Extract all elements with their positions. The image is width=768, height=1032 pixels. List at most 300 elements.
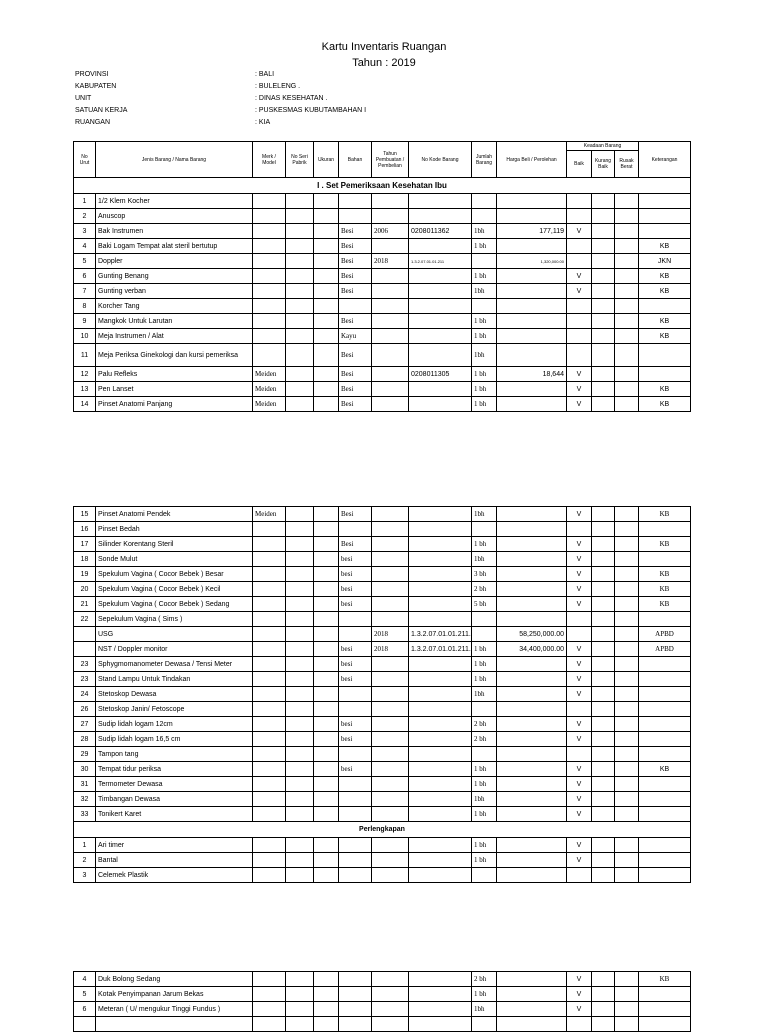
item-harga (497, 284, 567, 299)
item-harga (497, 1017, 567, 1032)
item-bahan (339, 687, 372, 702)
item-keterangan (639, 224, 691, 239)
item-seri (286, 1017, 314, 1032)
item-jumlah: 1 bh (472, 657, 497, 672)
row-number: 23 (74, 657, 96, 672)
item-harga (497, 717, 567, 732)
item-keterangan (639, 732, 691, 747)
item-baik (567, 612, 592, 627)
item-baik: V (567, 224, 592, 239)
item-seri (286, 853, 314, 868)
item-ukuran (314, 972, 339, 987)
item-kurang-baik (592, 314, 615, 329)
item-rusak-berat (615, 868, 639, 883)
item-tahun (372, 717, 409, 732)
item-baik: V (567, 537, 592, 552)
item-bahan: besi (339, 657, 372, 672)
item-keterangan: KB (639, 314, 691, 329)
item-merk (253, 657, 286, 672)
item-baik: V (567, 687, 592, 702)
item-keterangan: KB (639, 537, 691, 552)
item-baik (567, 239, 592, 254)
table-row (74, 194, 691, 209)
item-kode (409, 522, 472, 537)
item-name: Pinset Anatomi Panjang (96, 397, 253, 412)
item-kode (409, 239, 472, 254)
table-row (74, 209, 691, 224)
item-ukuran (314, 269, 339, 284)
item-baik (567, 254, 592, 269)
item-harga (497, 507, 567, 522)
item-harga: 58,250,000.00 (497, 627, 567, 642)
table-row (74, 1017, 691, 1032)
table-row (74, 522, 691, 537)
inventory-table-2 (73, 506, 691, 883)
item-bahan: Besi (339, 344, 372, 367)
item-kode (409, 1017, 472, 1032)
item-kurang-baik (592, 367, 615, 382)
item-bahan: Besi (339, 397, 372, 412)
item-kurang-baik (592, 838, 615, 853)
row-number: 11 (74, 344, 96, 367)
item-ukuran (314, 239, 339, 254)
item-tahun (372, 522, 409, 537)
item-baik: V (567, 657, 592, 672)
item-bahan (339, 522, 372, 537)
table-row (74, 657, 691, 672)
item-baik (567, 299, 592, 314)
row-number: 5 (74, 254, 96, 269)
item-rusak-berat (615, 702, 639, 717)
item-merk (253, 987, 286, 1002)
item-bahan: besi (339, 762, 372, 777)
item-kurang-baik (592, 762, 615, 777)
item-rusak-berat (615, 972, 639, 987)
item-bahan: besi (339, 567, 372, 582)
meta-value: : DINAS KESEHATAN . (255, 95, 328, 102)
item-kode (409, 687, 472, 702)
col-bahan: Bahan (339, 142, 372, 178)
item-baik (567, 209, 592, 224)
item-bahan (339, 972, 372, 987)
item-kurang-baik (592, 597, 615, 612)
item-jumlah (472, 747, 497, 762)
item-kode (409, 329, 472, 344)
item-bahan: Besi (339, 382, 372, 397)
meta-value: : BALI (255, 71, 275, 78)
item-kurang-baik (592, 299, 615, 314)
item-harga (497, 1002, 567, 1017)
item-kode (409, 702, 472, 717)
item-name: Spekulum Vagina ( Cocor Bebek ) Kecil (96, 582, 253, 597)
item-harga (497, 344, 567, 367)
item-jumlah: 1 bh (472, 838, 497, 853)
item-ukuran (314, 329, 339, 344)
item-baik: V (567, 672, 592, 687)
item-tahun (372, 1002, 409, 1017)
item-bahan (339, 807, 372, 822)
item-kurang-baik (592, 329, 615, 344)
item-bahan (339, 1017, 372, 1032)
row-number: 1 (74, 194, 96, 209)
table-row (74, 642, 691, 657)
item-merk (253, 209, 286, 224)
item-jumlah (472, 254, 497, 269)
item-name: Duk Bolong Sedang (96, 972, 253, 987)
item-jumlah: 5 bh (472, 597, 497, 612)
item-ukuran (314, 672, 339, 687)
row-number: 26 (74, 702, 96, 717)
item-merk (253, 762, 286, 777)
item-baik: V (567, 382, 592, 397)
item-tahun (372, 209, 409, 224)
item-rusak-berat (615, 838, 639, 853)
item-kurang-baik (592, 657, 615, 672)
item-tahun (372, 777, 409, 792)
item-kode (409, 344, 472, 367)
item-name: Palu Refleks (96, 367, 253, 382)
item-kode (409, 269, 472, 284)
item-jumlah: 1 bh (472, 807, 497, 822)
item-jumlah: 1bh (472, 344, 497, 367)
item-name: Spekulum Vagina ( Cocor Bebek ) Besar (96, 567, 253, 582)
item-ukuran (314, 397, 339, 412)
item-kode (409, 194, 472, 209)
item-tahun (372, 344, 409, 367)
item-kurang-baik (592, 1017, 615, 1032)
table-row (74, 732, 691, 747)
item-rusak-berat (615, 507, 639, 522)
item-tahun (372, 367, 409, 382)
item-kode: 1.3.2.07.01.01.211. (409, 627, 472, 642)
item-seri (286, 382, 314, 397)
item-rusak-berat (615, 224, 639, 239)
table-row (74, 687, 691, 702)
item-kurang-baik (592, 382, 615, 397)
item-harga (497, 329, 567, 344)
item-baik: V (567, 987, 592, 1002)
item-name: Tonikert Karet (96, 807, 253, 822)
item-harga (497, 762, 567, 777)
item-tahun (372, 314, 409, 329)
item-bahan: besi (339, 582, 372, 597)
item-merk (253, 522, 286, 537)
table-row (74, 537, 691, 552)
item-kurang-baik (592, 537, 615, 552)
table-row (74, 329, 691, 344)
item-rusak-berat (615, 299, 639, 314)
item-jumlah: 2 bh (472, 717, 497, 732)
item-tahun (372, 853, 409, 868)
item-keterangan (639, 792, 691, 807)
item-name: Gunting verban (96, 284, 253, 299)
item-seri (286, 397, 314, 412)
item-bahan: besi (339, 552, 372, 567)
item-ukuran (314, 314, 339, 329)
item-jumlah: 1bh (472, 792, 497, 807)
meta-key: SATUAN KERJA (75, 107, 128, 114)
item-baik (567, 194, 592, 209)
item-keterangan (639, 687, 691, 702)
item-merk (253, 972, 286, 987)
item-seri (286, 792, 314, 807)
item-merk: Meiden (253, 507, 286, 522)
meta-key: KABUPATEN (75, 83, 117, 90)
item-kode (409, 612, 472, 627)
item-kurang-baik (592, 717, 615, 732)
item-ukuran (314, 507, 339, 522)
item-rusak-berat (615, 209, 639, 224)
row-number: 2 (74, 853, 96, 868)
item-merk (253, 747, 286, 762)
item-merk (253, 627, 286, 642)
item-harga (497, 209, 567, 224)
item-ukuran (314, 868, 339, 883)
item-name: Silinder Korentang Steril (96, 537, 253, 552)
item-seri (286, 987, 314, 1002)
item-harga (497, 299, 567, 314)
item-jumlah: 1 bh (472, 269, 497, 284)
item-ukuran (314, 717, 339, 732)
item-seri (286, 209, 314, 224)
item-kurang-baik (592, 642, 615, 657)
item-rusak-berat (615, 284, 639, 299)
row-number: 14 (74, 397, 96, 412)
item-keterangan (639, 209, 691, 224)
item-baik: V (567, 284, 592, 299)
item-tahun (372, 792, 409, 807)
item-tahun (372, 329, 409, 344)
item-harga (497, 239, 567, 254)
row-number: 28 (74, 732, 96, 747)
item-jumlah (472, 194, 497, 209)
item-ukuran (314, 284, 339, 299)
item-kurang-baik (592, 792, 615, 807)
item-harga (497, 657, 567, 672)
item-keterangan (639, 868, 691, 883)
item-baik: V (567, 732, 592, 747)
item-ukuran (314, 382, 339, 397)
item-rusak-berat (615, 269, 639, 284)
row-number: 2 (74, 209, 96, 224)
item-harga (497, 732, 567, 747)
item-rusak-berat (615, 597, 639, 612)
item-rusak-berat (615, 687, 639, 702)
meta-value: : KIA (255, 119, 271, 126)
item-tahun: 2006 (372, 224, 409, 239)
item-harga (497, 838, 567, 853)
item-seri (286, 224, 314, 239)
item-seri (286, 194, 314, 209)
item-jumlah: 1 bh (472, 397, 497, 412)
table-row (74, 672, 691, 687)
item-name: Mangkok Untuk Larutan (96, 314, 253, 329)
item-kode (409, 762, 472, 777)
item-keterangan (639, 853, 691, 868)
item-merk (253, 672, 286, 687)
item-rusak-berat (615, 552, 639, 567)
table-row (74, 792, 691, 807)
row-number: 24 (74, 687, 96, 702)
row-number: 13 (74, 382, 96, 397)
item-keterangan: KB (639, 972, 691, 987)
item-rusak-berat (615, 657, 639, 672)
item-keterangan: KB (639, 269, 691, 284)
item-kode (409, 972, 472, 987)
item-ukuran (314, 747, 339, 762)
item-name: Sonde Mulut (96, 552, 253, 567)
table-row (74, 314, 691, 329)
item-kurang-baik (592, 972, 615, 987)
row-number (74, 627, 96, 642)
table-row (74, 239, 691, 254)
item-kode: 1.3.2.07.01.01.211. (409, 642, 472, 657)
item-bahan (339, 792, 372, 807)
item-seri (286, 507, 314, 522)
item-merk (253, 838, 286, 853)
item-name: Stetoskop Dewasa (96, 687, 253, 702)
item-baik: V (567, 597, 592, 612)
item-kurang-baik (592, 582, 615, 597)
item-harga (497, 747, 567, 762)
item-keterangan: KB (639, 762, 691, 777)
item-kurang-baik (592, 672, 615, 687)
col-kode: No Kode Barang (409, 142, 472, 178)
row-number: 15 (74, 507, 96, 522)
item-ukuran (314, 209, 339, 224)
item-jumlah: 1bh (472, 1002, 497, 1017)
item-tahun (372, 397, 409, 412)
item-keterangan (639, 657, 691, 672)
item-harga (497, 522, 567, 537)
item-ukuran (314, 597, 339, 612)
item-rusak-berat (615, 344, 639, 367)
item-seri (286, 627, 314, 642)
item-keterangan (639, 777, 691, 792)
item-bahan: Besi (339, 254, 372, 269)
item-seri (286, 582, 314, 597)
col-seri: No Seri Pabrik (286, 142, 314, 178)
item-ukuran (314, 612, 339, 627)
item-keterangan (639, 987, 691, 1002)
table-row (74, 397, 691, 412)
item-jumlah: 1 bh (472, 672, 497, 687)
item-name: Stand Lampu Untuk Tindakan (96, 672, 253, 687)
item-ukuran (314, 552, 339, 567)
item-tahun (372, 987, 409, 1002)
item-keterangan (639, 299, 691, 314)
item-kurang-baik (592, 254, 615, 269)
item-tahun (372, 732, 409, 747)
item-keterangan: JKN (639, 254, 691, 269)
item-kurang-baik (592, 868, 615, 883)
item-rusak-berat (615, 672, 639, 687)
item-kode (409, 807, 472, 822)
item-tahun: 2018 (372, 254, 409, 269)
item-name: Tampon tang (96, 747, 253, 762)
item-bahan: Besi (339, 239, 372, 254)
col-ukuran: Ukuran (314, 142, 339, 178)
item-seri (286, 687, 314, 702)
item-tahun (372, 239, 409, 254)
item-merk: Meiden (253, 367, 286, 382)
item-kurang-baik (592, 224, 615, 239)
item-harga (497, 314, 567, 329)
page-subtitle: Tahun : 2019 (352, 57, 416, 69)
row-number: 20 (74, 582, 96, 597)
item-bahan: Besi (339, 284, 372, 299)
item-name: Ari timer (96, 838, 253, 853)
item-baik (567, 314, 592, 329)
section-row (74, 822, 691, 838)
item-kurang-baik (592, 853, 615, 868)
item-seri (286, 284, 314, 299)
item-bahan (339, 777, 372, 792)
item-jumlah: 1 bh (472, 382, 497, 397)
item-kode (409, 299, 472, 314)
item-seri (286, 657, 314, 672)
item-name: Doppler (96, 254, 253, 269)
item-jumlah: 1 bh (472, 537, 497, 552)
item-tahun (372, 747, 409, 762)
item-kurang-baik (592, 552, 615, 567)
row-number: 29 (74, 747, 96, 762)
item-keterangan (639, 717, 691, 732)
item-rusak-berat (615, 239, 639, 254)
table-row (74, 299, 691, 314)
item-name: Korcher Tang (96, 299, 253, 314)
item-jumlah: 1 bh (472, 239, 497, 254)
item-name: Termometer Dewasa (96, 777, 253, 792)
item-seri (286, 522, 314, 537)
item-seri (286, 702, 314, 717)
meta-value: : BULELENG . (255, 83, 301, 90)
item-bahan (339, 838, 372, 853)
item-keterangan (639, 1017, 691, 1032)
item-keterangan: KB (639, 239, 691, 254)
item-bahan: Besi (339, 367, 372, 382)
item-rusak-berat (615, 642, 639, 657)
row-number: 4 (74, 972, 96, 987)
item-seri (286, 672, 314, 687)
item-ukuran (314, 522, 339, 537)
item-kode (409, 582, 472, 597)
item-rusak-berat (615, 397, 639, 412)
row-number: 12 (74, 367, 96, 382)
item-jumlah: 1 bh (472, 329, 497, 344)
section-title: I . Set Pemeriksaan Kesehatan Ibu (74, 178, 691, 194)
item-bahan (339, 853, 372, 868)
table-row (74, 507, 691, 522)
table-row (74, 838, 691, 853)
row-number: 31 (74, 777, 96, 792)
col-jumlah: Jumlah Barang (472, 142, 497, 178)
item-kurang-baik (592, 777, 615, 792)
item-baik: V (567, 762, 592, 777)
item-merk (253, 717, 286, 732)
item-keterangan (639, 344, 691, 367)
item-name (96, 1017, 253, 1032)
item-name: Baki Logam Tempat alat steril bertutup (96, 239, 253, 254)
item-seri (286, 269, 314, 284)
item-rusak-berat (615, 1017, 639, 1032)
item-ukuran (314, 732, 339, 747)
meta-key: RUANGAN (75, 119, 111, 126)
item-merk (253, 537, 286, 552)
item-kode (409, 537, 472, 552)
col-ket: Keterangan (639, 142, 691, 178)
item-merk (253, 224, 286, 239)
